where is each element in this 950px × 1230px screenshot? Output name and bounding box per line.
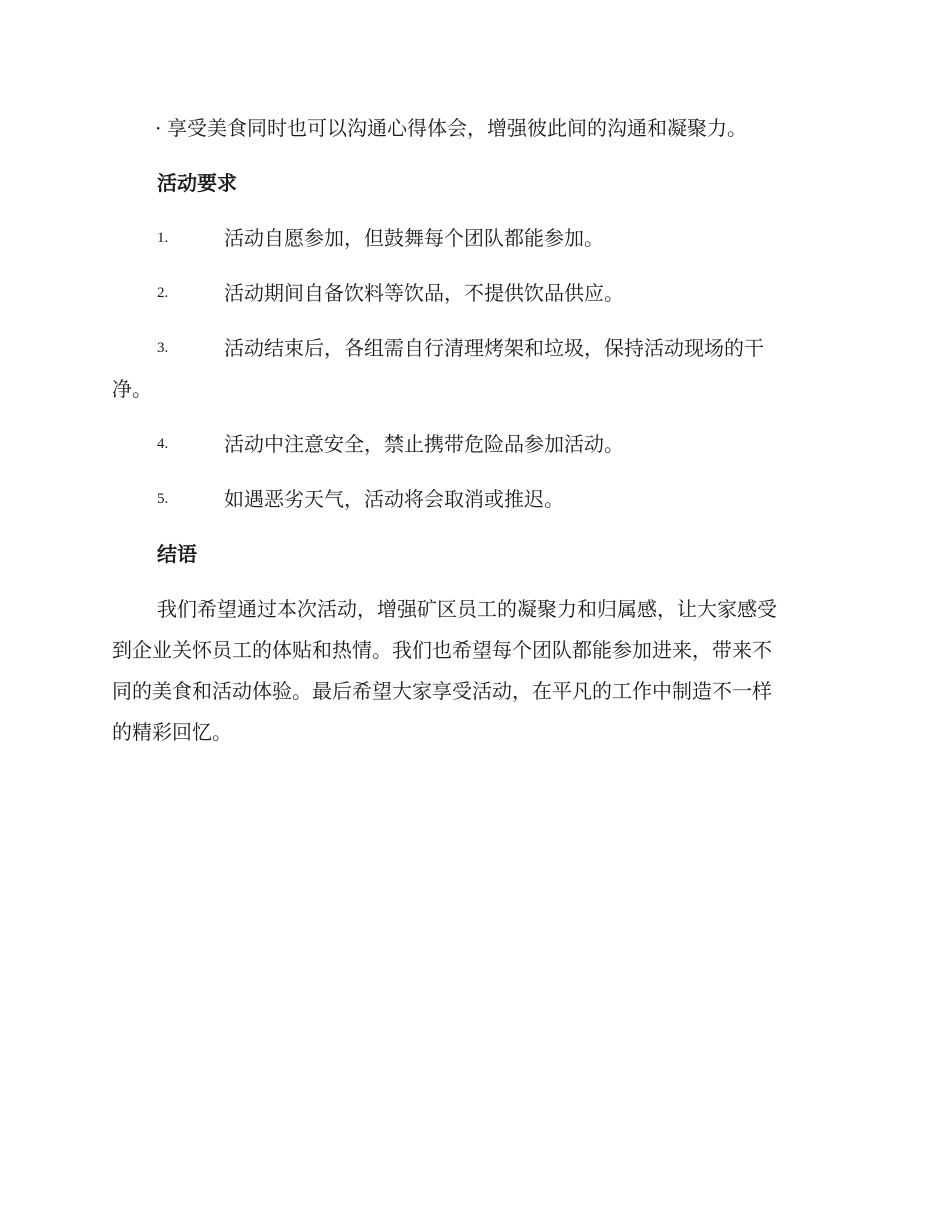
paragraph-line: 的精彩回忆。 (112, 720, 232, 744)
bullet-text: 享受美食同时也可以沟通心得体会，增强彼此间的沟通和凝聚力。 (167, 116, 747, 140)
paragraph-line: 我们希望通过本次活动，增强矿区员工的凝聚力和归属感，让大家感受 (157, 597, 777, 621)
item-number: 2. (157, 285, 169, 301)
item-number: 4. (157, 436, 169, 452)
section-heading-conclusion: 结语 (157, 542, 197, 566)
bullet-marker: · (155, 116, 162, 140)
item-text: 活动中注意安全，禁止携带危险品参加活动。 (224, 432, 624, 456)
item-number: 5. (157, 491, 169, 507)
item-text: 活动自愿参加，但鼓舞每个团队都能参加。 (224, 226, 604, 250)
paragraph-line: 到企业关怀员工的体贴和热情。我们也希望每个团队都能参加进来，带来不 (112, 638, 772, 662)
item-text-continuation: 净。 (112, 377, 152, 401)
section-heading-requirements: 活动要求 (157, 171, 237, 195)
conclusion-paragraph (112, 589, 852, 753)
item-number: 3. (157, 340, 169, 356)
item-text: 活动结束后，各组需自行清理烤架和垃圾，保持活动现场的干 (224, 336, 764, 360)
item-number: 1. (157, 230, 169, 246)
item-text: 活动期间自备饮料等饮品，不提供饮品供应。 (224, 281, 624, 305)
item-text: 如遇恶劣天气，活动将会取消或推迟。 (224, 487, 564, 511)
paragraph-line: 同的美食和活动体验。最后希望大家享受活动，在平凡的工作中制造不一样 (112, 679, 772, 703)
